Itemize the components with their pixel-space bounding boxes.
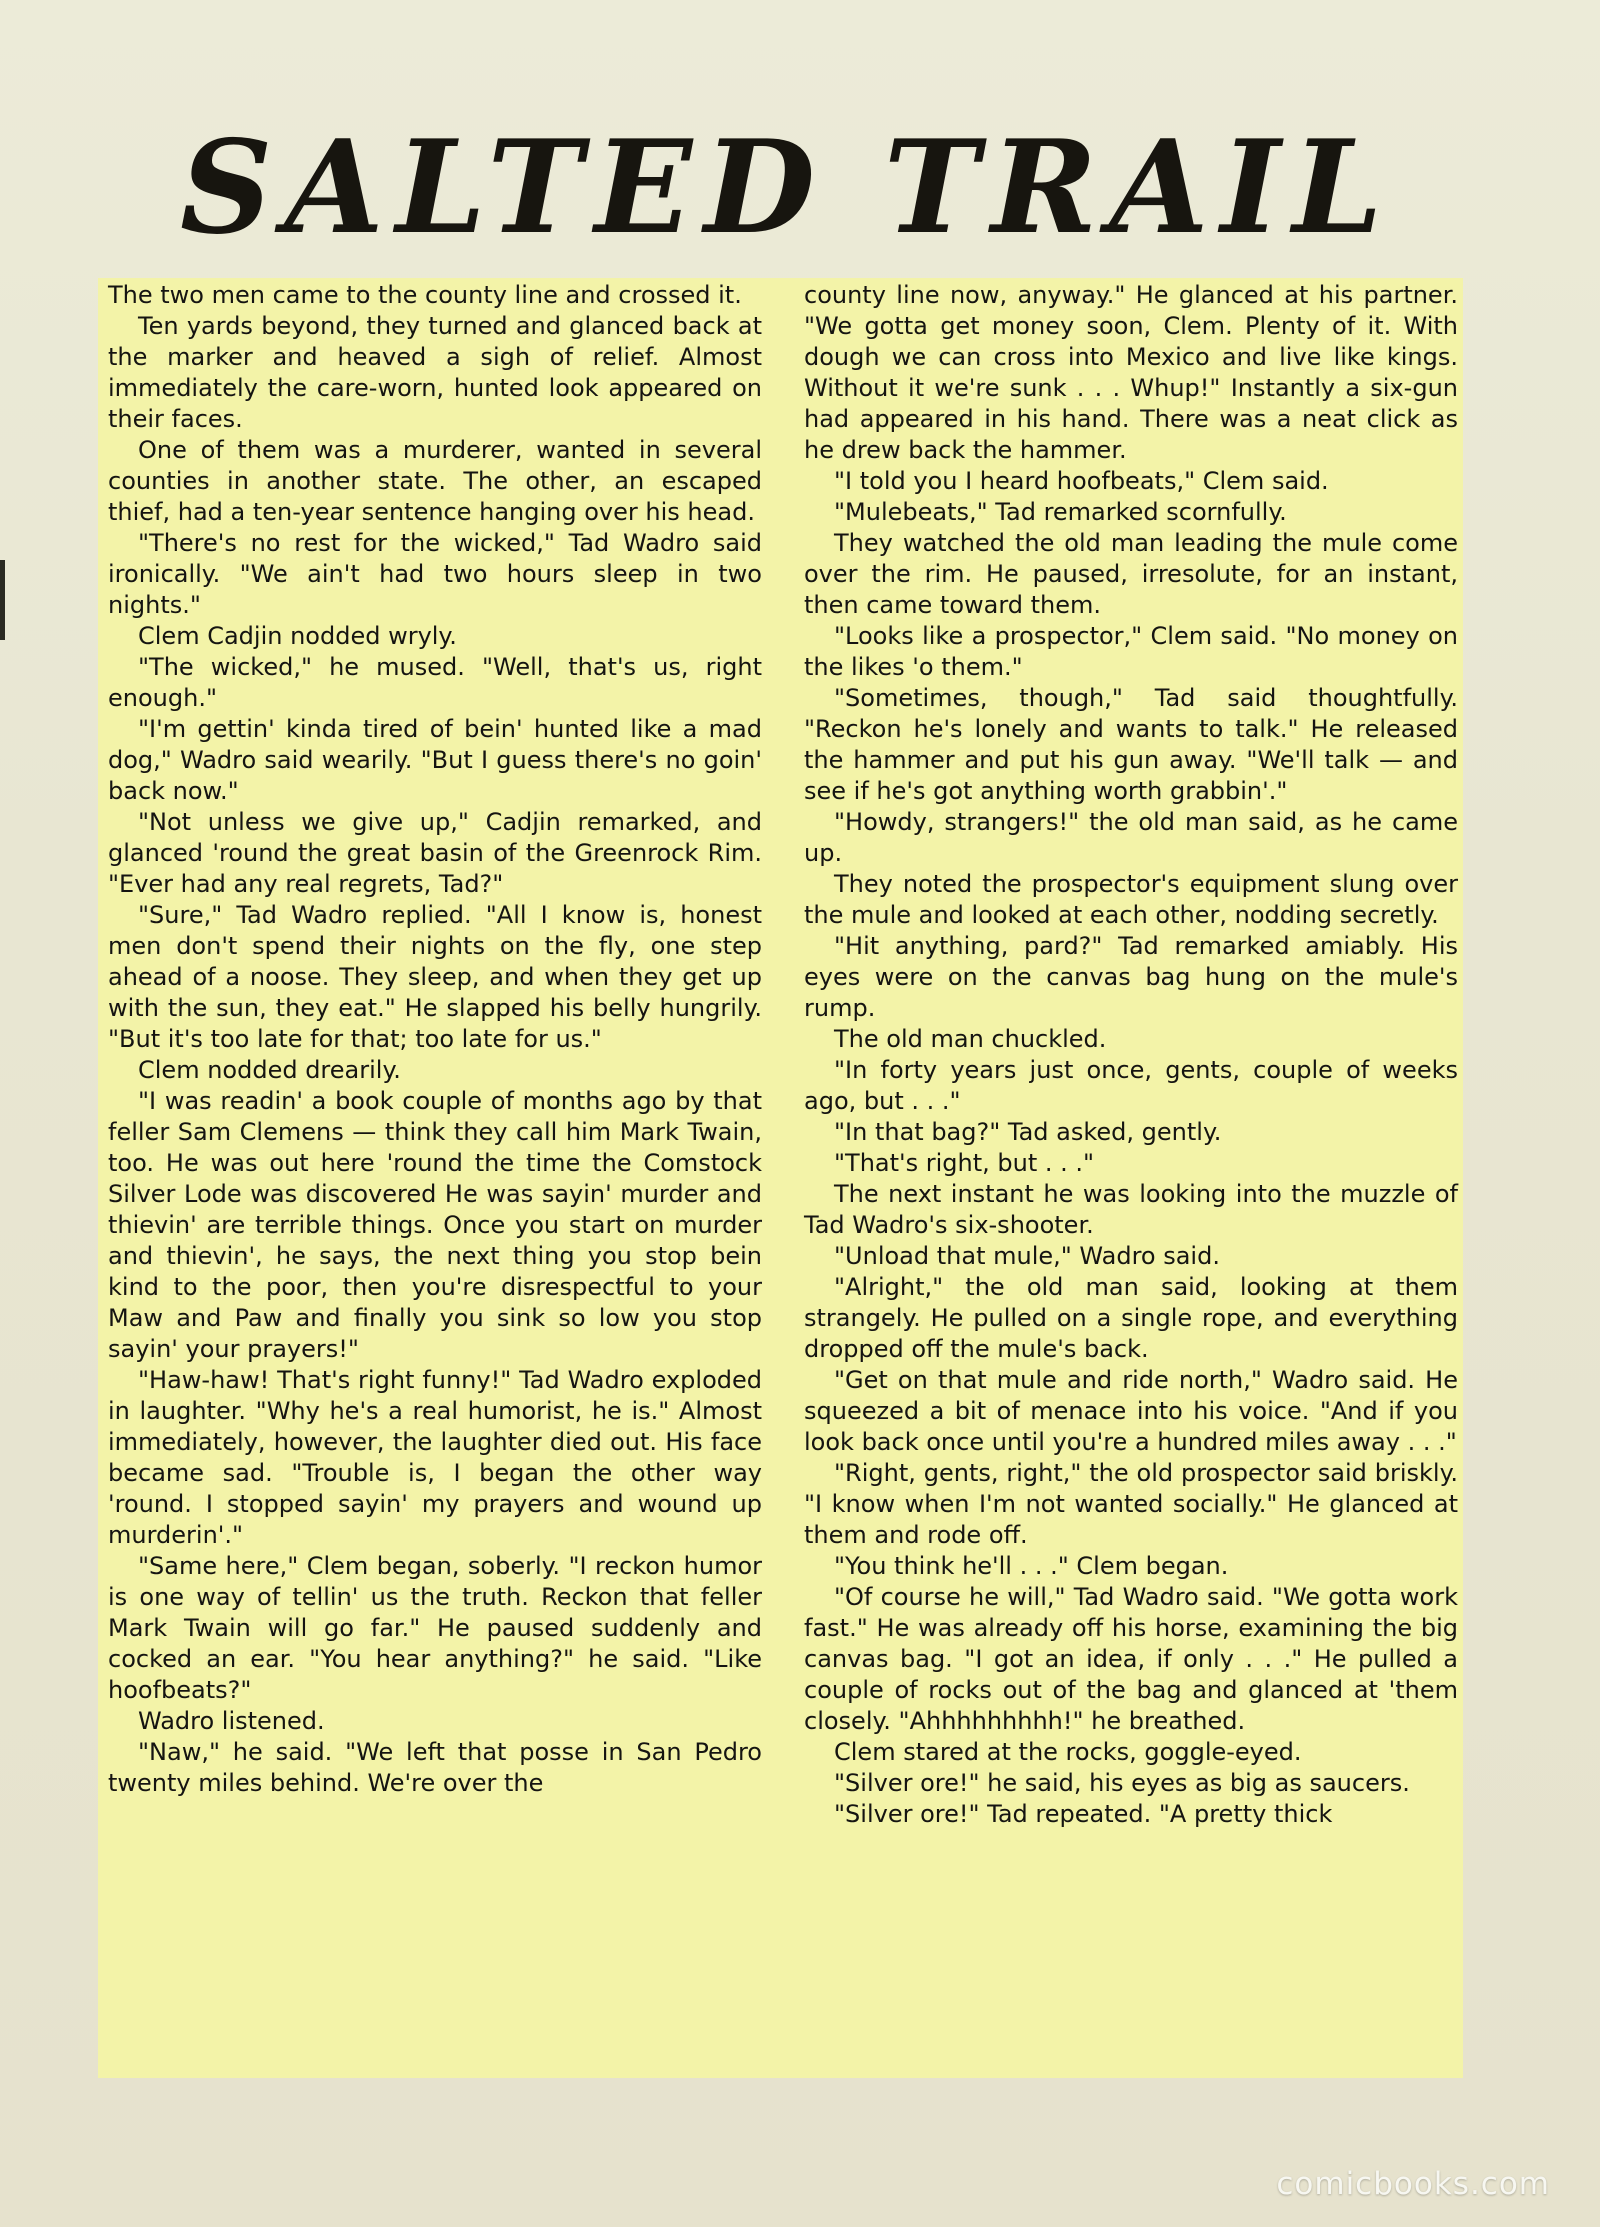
paragraph: county line now, anyway." He glanced at his partner. "We gotta get money soon, Clem. Plenty of it. With dough we can cross into Mexico and live like kings. Without it we're sunk . . . Whup!" Instantly a six-gun had appeared in his hand. There was a neat click as he drew back the hammer. — [804, 281, 1458, 464]
paragraph: Wadro listened. — [138, 1707, 325, 1735]
paragraph: They watched the old man leading the mule come over the rim. He paused, irresolute, for an instant, then came toward them. — [804, 529, 1458, 619]
paragraph: "Unload that mule," Wadro said. — [834, 1242, 1220, 1270]
paragraph: "That's right, but . . ." — [834, 1149, 1095, 1177]
paragraph: "Haw-haw! That's right funny!" Tad Wadro exploded in laughter. "Why he's a real humorist, he is." Almost immediately, however, the laughter died out. His face became sad. "Trouble is, I began the other way 'round. I stopped sayin' my prayers and wound up murderin'." — [108, 1366, 762, 1549]
paragraph: "Sometimes, though," Tad said thoughtfully. "Reckon he's lonely and wants to talk." He released the hammer and put his gun away. "We'll talk — and see if he's got anything worth grabbin'." — [804, 684, 1458, 805]
paragraph: "Looks like a prospector," Clem said. "No money on the likes 'o them." — [804, 622, 1458, 681]
paragraph: "In that bag?" Tad asked, gently. — [834, 1118, 1222, 1146]
paragraph: "Silver ore!" Tad repeated. "A pretty thick — [834, 1800, 1333, 1828]
paragraph: The two men came to the county line and crossed it. — [108, 281, 742, 309]
paragraph: They noted the prospector's equipment slung over the mule and looked at each other, nodding secretly. — [804, 870, 1458, 929]
paragraph: "Get on that mule and ride north," Wadro said. He squeezed a bit of menace into his voice. "And if you look back once until you're a hundred miles away . . ." — [804, 1366, 1458, 1456]
paragraph: "I'm gettin' kinda tired of bein' hunted like a mad dog," Wadro said wearily. "But I guess there's no goin' back now." — [108, 715, 762, 805]
paragraph: "In forty years just once, gents, couple of weeks ago, but . . ." — [804, 1056, 1458, 1115]
paragraph: "Alright," the old man said, looking at them strangely. He pulled on a single rope, and everything dropped off the mule's back. — [804, 1273, 1458, 1363]
paragraph: "The wicked," he mused. "Well, that's us, right enough." — [108, 653, 762, 712]
paragraph: "Silver ore!" he said, his eyes as big as saucers. — [834, 1769, 1410, 1797]
paragraph: "Not unless we give up," Cadjin remarked, and glanced 'round the great basin of the Greenrock Rim. "Ever had any real regrets, Tad?" — [108, 808, 762, 898]
paragraph: The next instant he was looking into the muzzle of Tad Wadro's six-shooter. — [804, 1180, 1458, 1239]
paragraph: Clem stared at the rocks, goggle-eyed. — [834, 1738, 1302, 1766]
paragraph: "Naw," he said. "We left that posse in San Pedro twenty miles behind. We're over the — [108, 1738, 762, 1797]
site-watermark: comicbooks.com — [1276, 2166, 1550, 2202]
left-column — [108, 280, 762, 1799]
paragraph: Ten yards beyond, they turned and glanced back at the marker and heaved a sigh of relief. Almost immediately the care-worn, hunted look appeared on their faces. — [108, 312, 762, 433]
paragraph: "Hit anything, pard?" Tad remarked amiably. His eyes were on the canvas bag hung on the mule's rump. — [804, 932, 1458, 1022]
paragraph: "Sure," Tad Wadro replied. "All I know is, honest men don't spend their nights on the fly, one step ahead of a noose. They sleep, and when they get up with the sun, they eat." He slapped his belly hungrily. "But it's too late for that; too late for us." — [108, 901, 762, 1053]
paragraph: "There's no rest for the wicked," Tad Wadro said ironically. "We ain't had two hours sleep in two nights." — [108, 529, 762, 619]
paragraph: "Right, gents, right," the old prospector said briskly. "I know when I'm not wanted socially." He glanced at them and rode off. — [804, 1459, 1458, 1549]
paragraph: Clem Cadjin nodded wryly. — [138, 622, 457, 650]
paragraph: "Howdy, strangers!" the old man said, as he came up. — [804, 808, 1458, 867]
page-title: SALTED TRAIL — [180, 113, 1395, 263]
right-column — [804, 280, 1458, 1830]
paragraph: One of them was a murderer, wanted in several counties in another state. The other, an escaped thief, had a ten-year sentence hanging over his head. — [108, 436, 762, 526]
paragraph: "You think he'll . . ." Clem began. — [834, 1552, 1229, 1580]
paragraph: Clem nodded drearily. — [138, 1056, 401, 1084]
paragraph: "Mulebeats," Tad remarked scornfully. — [834, 498, 1287, 526]
paragraph: "I told you I heard hoofbeats," Clem said. — [834, 467, 1329, 495]
paragraph: "Of course he will," Tad Wadro said. "We gotta work fast." He was already off his horse, examining the big canvas bag. "I got an idea, if only . . ." He pulled a couple of rocks out of the bag and glanced at 'them closely. "Ahhhhhhhhh!" he breathed. — [804, 1583, 1458, 1735]
paragraph: "I was readin' a book couple of months ago by that feller Sam Clemens — think they call him Mark Twain, too. He was out here 'round the time the Comstock Silver Lode was discovered He was sayin' murder and thievin' are terrible things. Once you start on murder and thievin', he says, the next thing you stop bein kind to the poor, then you're disrespectful to your Maw and Paw and finally you sink so low you stop sayin' your prayers!" — [108, 1087, 762, 1363]
paragraph: The old man chuckled. — [834, 1025, 1107, 1053]
paragraph: "Same here," Clem began, soberly. "I reckon humor is one way of tellin' us the truth. Reckon that feller Mark Twain will go far." He paused suddenly and cocked an ear. "You hear anything?" he said. "Like hoofbeats?" — [108, 1552, 762, 1704]
